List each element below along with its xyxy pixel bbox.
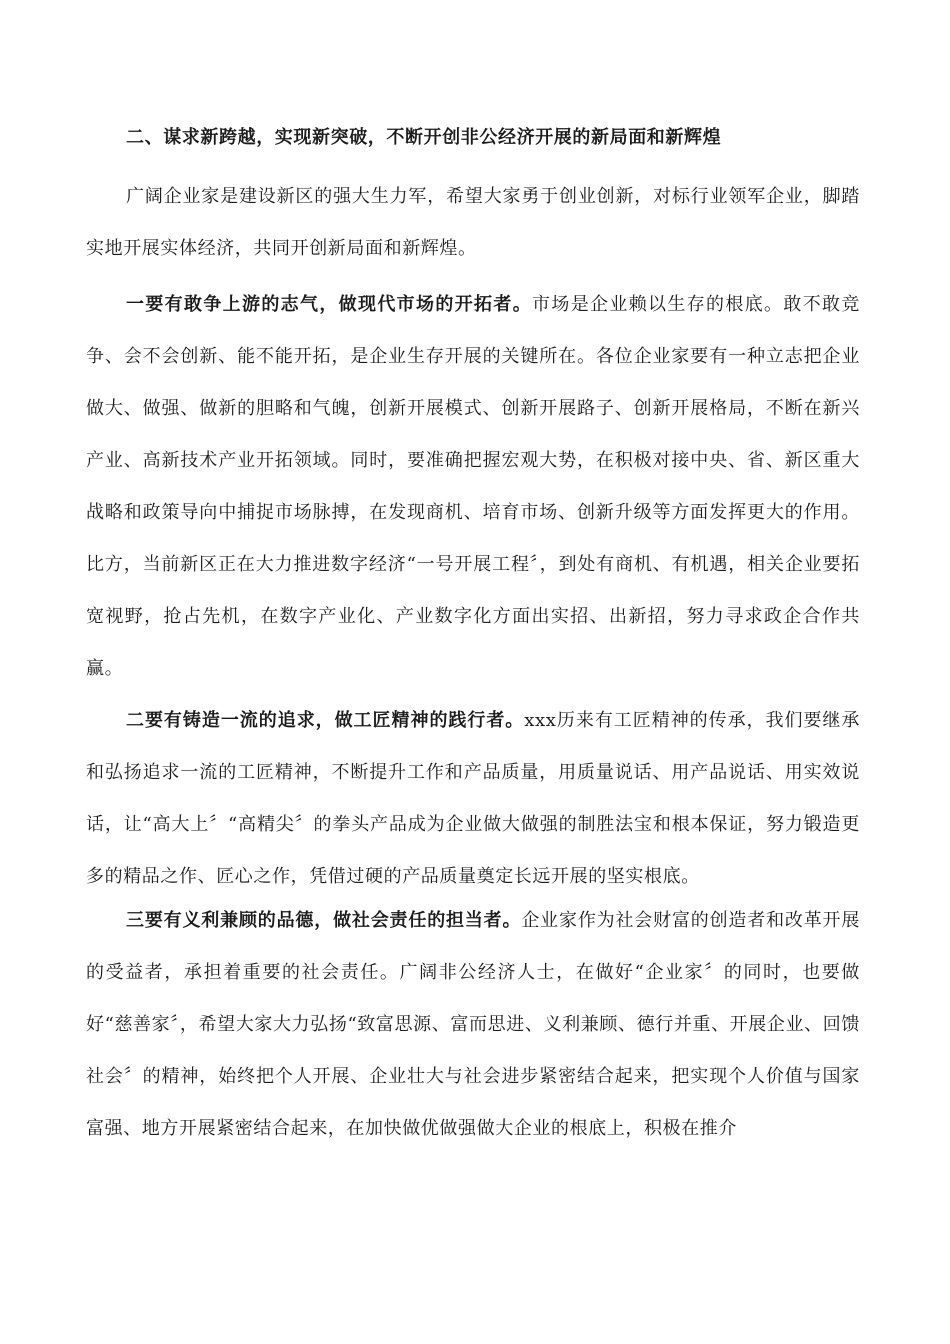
paragraph-lead: 一要有敢争上游的志气，做现代市场的开拓者。 <box>126 294 533 315</box>
paragraph-lead: 二要有铸造一流的追求，做工匠精神的践行者。 <box>126 710 525 731</box>
paragraph-point-two <box>86 695 860 903</box>
paragraph-body: 市场是企业赖以生存的根底。敢不敢竞争、会不会创新、能不能开拓，是企业生存开展的关键所在。各位企业家要有一种立志把企业做大、做强、做新的胆略和气魄，创新开展模式、创新开展路子、创新开展格局，不断在新兴产业、高新技术产业开拓领域。同时，要准确把握宏观大势，在积极对接中央、省、新区重大战略和政策导向中捕捉市场脉搏，在发现商机、培育市场、创新升级等方面发挥更大的作用。比方，当前新区正在大力推进数字经济“一号开展工程〞，到处有商机、有机遇，相关企业要拓宽视野，抢占先机，在数字产业化、产业数字化方面出实招、出新招，努力寻求政企合作共赢。 <box>86 294 860 679</box>
paragraph-point-one <box>86 279 860 695</box>
paragraph-body: 企业家作为社会财富的创造者和改革开展的受益者，承担着重要的社会责任。广阔非公经济人士，在做好“企业家〞的同时，也要做好“慈善家〞，希望大家大力弘扬“致富思源、富而思进、义利兼顾、德行并重、开展企业、回馈社会〞的精神，始终把个人开展、企业壮大与社会进步紧密结合起来，把实现个人价值与国家富强、地方开展紧密结合起来，在加快做优做强做大企业的根底上，积极在推介 <box>86 910 860 1139</box>
paragraph-lead: 三要有义利兼顾的品德，做社会责任的担当者。 <box>126 910 522 931</box>
document-page <box>86 0 860 1344</box>
section-heading: 二、谋求新跨越，实现新突破，不断开创非公经济开展的新局面和新辉煌 <box>126 127 722 148</box>
paragraph-body: 广阔企业家是建设新区的强大生力军，希望大家勇于创业创新，对标行业领军企业，脚踏实地开展实体经济，共同开创新局面和新辉煌。 <box>86 186 860 259</box>
paragraph-point-three <box>86 895 860 1155</box>
paragraph-intro <box>86 171 860 275</box>
paragraph-body: xxx历来有工匠精神的传承，我们要继承和弘扬追求一流的工匠精神，不断提升工作和产品质量，用质量说话、用产品说话、用实效说话，让“高大上〞“高精尖〞的拳头产品成为企业做大做强的制胜法宝和根本保证，努力锻造更多的精品之作、匠心之作，凭借过硬的产品质量奠定长远开展的坚实根底。 <box>86 710 860 887</box>
